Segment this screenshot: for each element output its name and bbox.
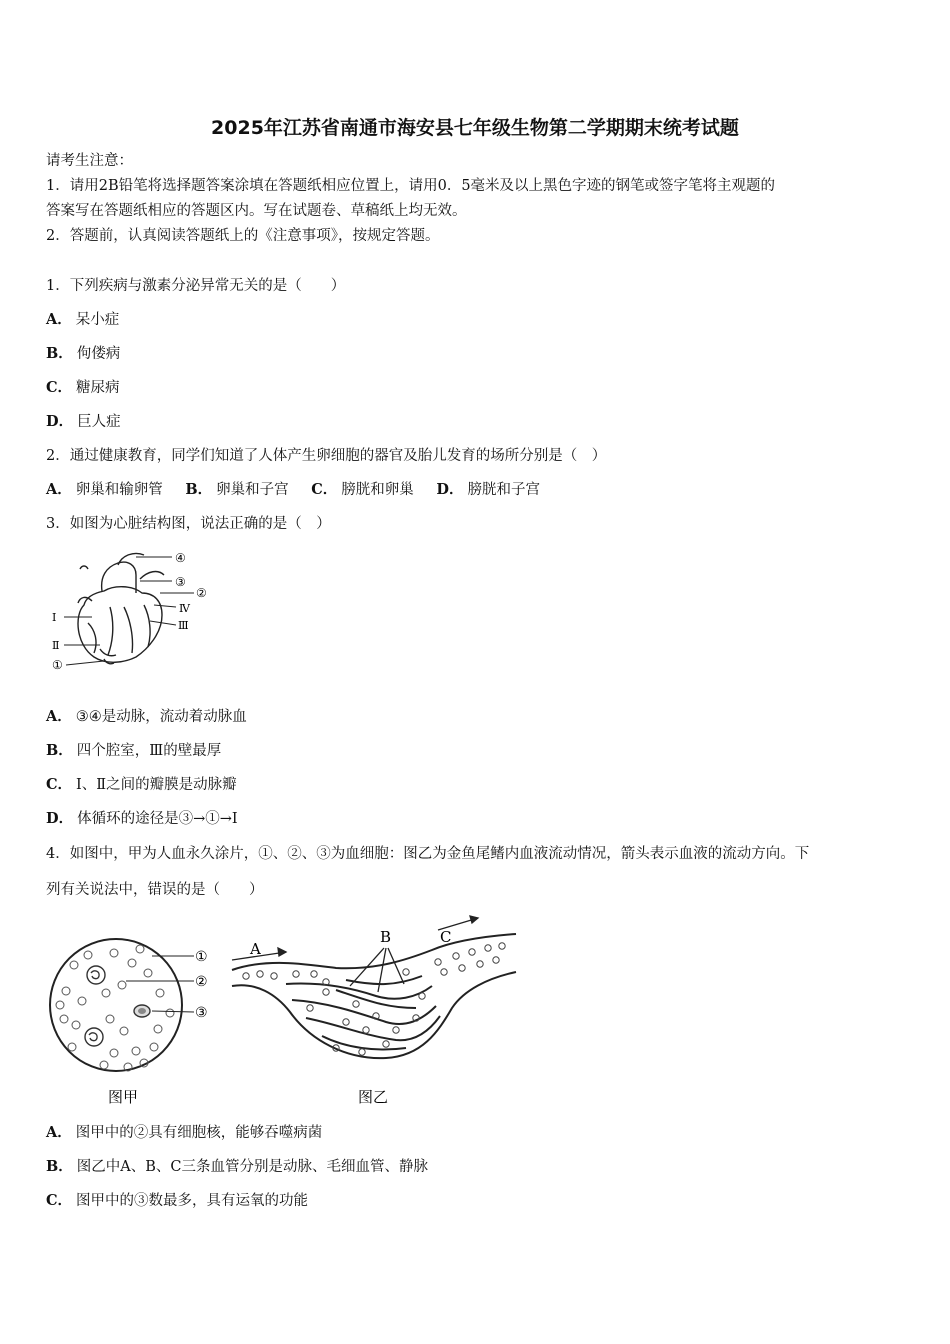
vessel-blood-cell [459, 965, 465, 971]
question-1-stem: 1．下列疾病与激素分泌异常无关的是（ ） [46, 278, 346, 294]
option-text: Ⅰ、Ⅱ之间的瓣膜是动脉瓣 [76, 777, 237, 793]
option-text: 图乙中A、B、C三条血管分别是动脉、毛细血管、静脉 [76, 1159, 428, 1175]
vessel-blood-cell [353, 1001, 359, 1007]
vessel-blood-cell [323, 989, 329, 995]
q4-option-c [46, 1191, 308, 1211]
option-letter: C． [46, 379, 73, 396]
heart-label-IV: Ⅳ [179, 602, 190, 615]
option-letter: C． [46, 776, 73, 793]
q3-option-b [46, 741, 221, 761]
vessel-blood-cell [307, 1005, 313, 1011]
heart-label-II: Ⅱ [52, 639, 60, 652]
heart-label-2: ② [196, 586, 207, 600]
red-blood-cell [166, 1009, 174, 1017]
question-4-stem-cont: 列有关说法中，错误的是（ ） [46, 882, 264, 898]
vessel-blood-cell [359, 1049, 365, 1055]
smear-boundary [50, 939, 182, 1071]
red-blood-cell [100, 1061, 108, 1069]
red-blood-cell [78, 997, 86, 1005]
q3-option-a [46, 707, 247, 727]
q3-option-c [46, 775, 237, 795]
notice-heading: 请考生注意： [46, 153, 133, 169]
vessel-blood-cell [257, 971, 263, 977]
option-letter: B． [46, 742, 73, 759]
q2-options-row [46, 480, 540, 500]
vessel-blood-cell [493, 957, 499, 963]
option-text: 体循环的途径是③→①→Ⅰ [77, 811, 238, 827]
red-blood-cell [72, 1021, 80, 1029]
option-text: 膀胱和子宫 [467, 482, 540, 498]
option-text: 佝偻病 [76, 346, 121, 362]
vessel-blood-cell [271, 973, 277, 979]
option-letter: A． [46, 1124, 72, 1141]
red-blood-cell [132, 1047, 140, 1055]
q3-option-d [46, 809, 238, 829]
q4-option-a [46, 1123, 322, 1143]
red-blood-cell [102, 989, 110, 997]
red-blood-cell [136, 945, 144, 953]
vessel-blood-cell [311, 971, 317, 977]
heart-label-1: ① [52, 658, 63, 672]
option-text: 呆小症 [75, 312, 120, 328]
red-blood-cell [110, 949, 118, 957]
vessel-blood-cell [293, 971, 299, 977]
question-3-stem: 3．如图为心脏结构图，说法正确的是（ ） [46, 516, 331, 532]
tail-vessel-diagram [226, 912, 526, 1110]
red-blood-cell [156, 989, 164, 997]
red-blood-cell [68, 1043, 76, 1051]
option-letter: B． [46, 345, 73, 362]
smear-label-2: ② [195, 974, 208, 990]
heart-diagram [44, 545, 224, 675]
red-blood-cell [128, 959, 136, 967]
red-blood-cell [60, 1015, 68, 1023]
blood-smear-diagram [44, 935, 224, 1110]
smear-label-1: ① [195, 949, 208, 965]
q1-option-d [46, 412, 121, 432]
option-text: 图甲中的③数最多，具有运氧的功能 [76, 1193, 309, 1209]
red-blood-cell [84, 951, 92, 959]
vessel-blood-cell [453, 953, 459, 959]
vessel-blood-cell [403, 969, 409, 975]
option-text: 卵巢和输卵管 [75, 482, 163, 498]
option-letter: B． [185, 481, 213, 498]
vessel-blood-cell [343, 1019, 349, 1025]
option-text: 巨人症 [77, 414, 121, 430]
figure-a-caption: 图甲 [108, 1088, 139, 1106]
smear-label-3: ③ [195, 1005, 208, 1021]
vessel-blood-cell [383, 1041, 389, 1047]
option-letter: C． [46, 1192, 73, 1209]
option-letter: D． [436, 481, 464, 498]
option-text: 卵巢和子宫 [216, 482, 289, 498]
vessel-blood-cell [363, 1027, 369, 1033]
option-letter: A． [46, 708, 72, 725]
red-blood-cell [110, 1049, 118, 1057]
heart-label-4: ④ [175, 551, 186, 565]
red-blood-cell [106, 1015, 114, 1023]
question-2-stem: 2．通过健康教育，同学们知道了人体产生卵细胞的器官及胎儿发育的场所分别是（ ） [46, 448, 607, 464]
red-blood-cell [144, 969, 152, 977]
option-text: ③④是动脉，流动着动脉血 [75, 709, 247, 725]
option-letter: C． [311, 481, 338, 498]
red-blood-cell [62, 987, 70, 995]
q1-option-c [46, 378, 120, 398]
option-letter: D． [46, 810, 74, 827]
red-blood-cell [120, 1027, 128, 1035]
heart-label-III: Ⅲ [178, 619, 189, 632]
option-text: 膀胱和卵巢 [341, 482, 414, 498]
q4-option-b [46, 1157, 428, 1177]
option-letter: B． [46, 1158, 73, 1175]
vessel-blood-cell [243, 973, 249, 979]
vessel-blood-cell [393, 1027, 399, 1033]
vessel-blood-cell [499, 943, 505, 949]
option-text: 图甲中的②具有细胞核，能够吞噬病菌 [75, 1125, 323, 1141]
q1-option-b [46, 344, 120, 364]
notice-item-2: 2．答题前，认真阅读答题纸上的《注意事项》，按规定答题。 [46, 228, 440, 244]
red-blood-cell [150, 1043, 158, 1051]
option-letter: A． [46, 481, 72, 498]
option-text: 糖尿病 [76, 380, 120, 396]
q1-option-a [46, 310, 119, 330]
notice-item-1-cont: 答案写在答题纸相应的答题区内。写在试题卷、草稿纸上均无效。 [46, 203, 467, 219]
vessel-blood-cell [419, 993, 425, 999]
red-blood-cell [70, 961, 78, 969]
heart-label-3: ③ [175, 575, 186, 589]
vessel-blood-cell [477, 961, 483, 967]
notice-item-1: 1．请用2B铅笔将选择题答案涂填在答题纸相应位置上，请用0．5毫米及以上黑色字迹的钢笔或签字笔将主观题的 [46, 178, 776, 194]
vessel-label-B: B [380, 928, 392, 946]
vessel-blood-cell [435, 959, 441, 965]
option-letter: A． [46, 311, 72, 328]
vessel-label-C: C [440, 928, 452, 946]
red-blood-cell [154, 1025, 162, 1033]
option-text: 四个腔室，Ⅲ的壁最厚 [76, 743, 222, 759]
question-4-stem: 4．如图中，甲为人血永久涂片，①、②、③为血细胞：图乙为金鱼尾鳍内血液流动情况，箭头表示血液的流动方向。下 [46, 846, 810, 862]
vessel-blood-cell [441, 969, 447, 975]
red-blood-cell [118, 981, 126, 989]
figure-b-caption: 图乙 [358, 1088, 389, 1106]
vessel-blood-cell [485, 945, 491, 951]
red-blood-cell [56, 1001, 64, 1009]
vessel-blood-cell [469, 949, 475, 955]
page-title: 2025年江苏省南通市海安县七年级生物第二学期期末统考试题 [211, 117, 739, 139]
vessel-label-A: A [250, 940, 261, 958]
heart-label-I: Ⅰ [52, 611, 57, 624]
option-letter: D． [46, 413, 74, 430]
